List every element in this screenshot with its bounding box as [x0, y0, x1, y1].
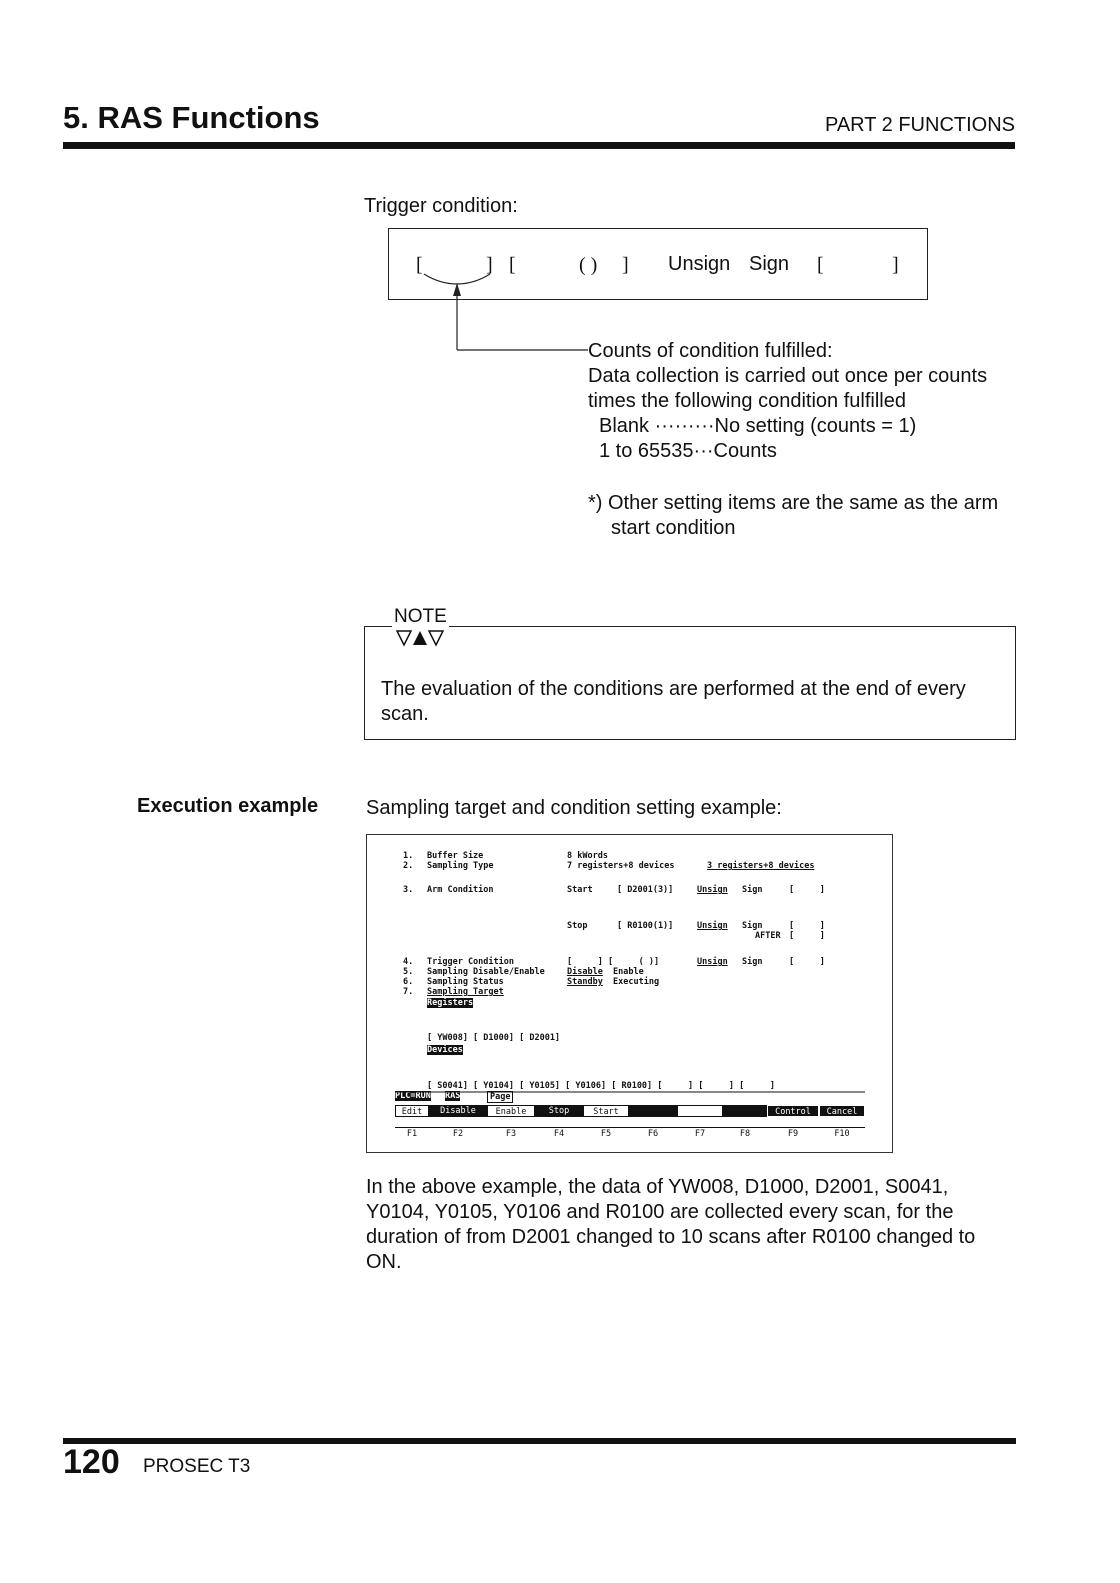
registers-list[interactable]: [ YW008] [ D1000] [ D2001]: [427, 1033, 561, 1043]
trigger-condition-label: Trigger condition:: [364, 195, 518, 217]
buffer-size-label: Buffer Size: [427, 851, 484, 861]
row-number: 4.: [403, 957, 414, 967]
status-standby: Standby: [567, 977, 603, 987]
callout-range-setting: 1 to 65535···Counts: [599, 440, 777, 462]
fkey-number: F5: [600, 1129, 612, 1139]
arm-stop-device[interactable]: [ R0100(1)]: [617, 921, 674, 931]
bracket-open: [: [416, 254, 423, 276]
section-title: 5. RAS Functions: [63, 100, 320, 135]
trigger-unsign[interactable]: Unsign: [697, 957, 728, 967]
ras-setting-screen: [366, 834, 893, 1153]
other-note-line: *) Other setting items are the same as the arm: [588, 492, 999, 514]
row-number: 5.: [403, 967, 414, 977]
trigger-count[interactable]: [ ]: [789, 957, 825, 967]
bracket-open: [: [509, 254, 516, 276]
execution-example-label: Execution example: [137, 795, 319, 817]
row-number: 7.: [403, 987, 414, 997]
sampling-type-label: Sampling Type: [427, 861, 494, 871]
fkey-disable-button[interactable]: Disable: [429, 1105, 487, 1117]
sampling-status-label: Sampling Status: [427, 977, 504, 987]
page-number: 120: [63, 1443, 120, 1481]
row-number: 3.: [403, 885, 414, 895]
registers-tag: Registers: [427, 998, 474, 1008]
example-explanation: In the above example, the data of YW008, D1000, D2001, S0041, Y0104, Y0105, Y0106 and R0100 are collected every scan, for the duration of from D2001 changed to 10 scans after R0100 changed to ON.: [366, 1176, 976, 1273]
arm-stop-label: Stop: [567, 921, 588, 931]
arm-start-sign[interactable]: Sign: [742, 885, 763, 895]
function-key-bar: [395, 1105, 865, 1117]
sampling-type-value[interactable]: 7 registers+8 devices: [567, 861, 675, 871]
part-label: PART 2 FUNCTIONS: [824, 114, 1015, 136]
fkey-edit-button[interactable]: Edit: [395, 1105, 429, 1117]
trigger-condition-fields[interactable]: [ ] [ ( )]: [567, 957, 660, 967]
callout-title: Counts of condition fulfilled:: [588, 340, 833, 362]
footer-rule: [63, 1438, 1016, 1444]
fkey-number: F10: [834, 1129, 850, 1139]
bracket-open: [: [817, 254, 824, 276]
sampling-target-label: Sampling Target: [427, 987, 504, 997]
other-note-line: start condition: [611, 517, 736, 539]
note-triangles-icon: [396, 630, 444, 648]
callout-line: Data collection is carried out once per counts: [588, 365, 988, 387]
fkey-enable-button[interactable]: Enable: [487, 1105, 535, 1117]
arm-stop-sign[interactable]: Sign: [742, 921, 763, 931]
fkey-f6-button[interactable]: [629, 1105, 677, 1117]
fkey-cancel-button[interactable]: Cancel: [819, 1105, 865, 1117]
execution-caption: Sampling target and condition setting example:: [366, 797, 782, 819]
trigger-condition-row-label: Trigger Condition: [427, 957, 514, 967]
arm-after-count[interactable]: [ ]: [789, 931, 825, 941]
fkey-number: F2: [452, 1129, 464, 1139]
callout-line: times the following condition fulfilled: [588, 390, 906, 412]
fkey-start-button[interactable]: Start: [583, 1105, 629, 1117]
unsign-option: Unsign: [668, 253, 731, 275]
arm-start-device[interactable]: [ D2001(3)]: [617, 885, 674, 895]
fkey-f7-button[interactable]: [677, 1105, 723, 1117]
bracket-close: ]: [892, 254, 899, 276]
arm-stop-count[interactable]: [ ]: [789, 921, 825, 931]
buffer-size-value[interactable]: 8 kWords: [567, 851, 608, 861]
sampling-enable-label: Sampling Disable/Enable: [427, 967, 545, 977]
callout-blank-setting: Blank ·········No setting (counts = 1): [599, 415, 917, 437]
fkey-number: F6: [647, 1129, 659, 1139]
row-number: 2.: [403, 861, 414, 871]
bracket-close: ]: [486, 254, 493, 276]
status-mode: RAS: [445, 1091, 461, 1101]
other-settings-note: [588, 491, 998, 541]
counts-callout: [588, 339, 987, 464]
status-plc-run: PLC=RUN: [395, 1091, 431, 1101]
callout-leader-line: [420, 270, 590, 360]
trigger-sign[interactable]: Sign: [742, 957, 763, 967]
function-key-numbers: [395, 1127, 865, 1140]
note-heading: NOTE: [394, 606, 447, 627]
devices-list[interactable]: [ S0041] [ Y0104] [ Y0105] [ Y0106] [ R0100] [ ] [ ] [ ]: [427, 1081, 775, 1091]
fkey-f8-button[interactable]: [723, 1105, 767, 1117]
arm-start-unsign[interactable]: Unsign: [697, 885, 728, 895]
arm-after-label: AFTER: [755, 931, 781, 941]
header-rule: [63, 142, 1015, 149]
fkey-number: F1: [406, 1129, 418, 1139]
arm-start-label: Start: [567, 885, 593, 895]
row-number: 1.: [403, 851, 414, 861]
status-executing: Executing: [613, 977, 660, 987]
arm-condition-label: Arm Condition: [427, 885, 494, 895]
fkey-number: F9: [787, 1129, 799, 1139]
sign-option: Sign: [749, 253, 790, 275]
fkey-number: F7: [694, 1129, 706, 1139]
sampling-enable[interactable]: Enable: [613, 967, 644, 977]
arm-start-count[interactable]: [ ]: [789, 885, 825, 895]
devices-tag: Devices: [427, 1045, 463, 1055]
product-name: PROSEC T3: [143, 1456, 251, 1477]
arm-stop-unsign[interactable]: Unsign: [697, 921, 728, 931]
devices-underline: [395, 1091, 875, 1093]
fkey-number: F4: [553, 1129, 565, 1139]
note-text: The evaluation of the conditions are performed at the end of every scan.: [381, 678, 966, 725]
fkey-number: F3: [505, 1129, 517, 1139]
row-number: 6.: [403, 977, 414, 987]
paren-pair: ( ): [579, 254, 598, 276]
sampling-disable[interactable]: Disable: [567, 967, 603, 977]
fkey-control-button[interactable]: Control: [767, 1105, 819, 1117]
fkey-stop-button[interactable]: Stop: [535, 1105, 583, 1117]
status-page: Page: [487, 1091, 513, 1103]
fkey-number: F8: [739, 1129, 751, 1139]
sampling-type-alt[interactable]: 3 registers+8 devices: [707, 861, 815, 871]
bracket-close: ]: [622, 254, 629, 276]
